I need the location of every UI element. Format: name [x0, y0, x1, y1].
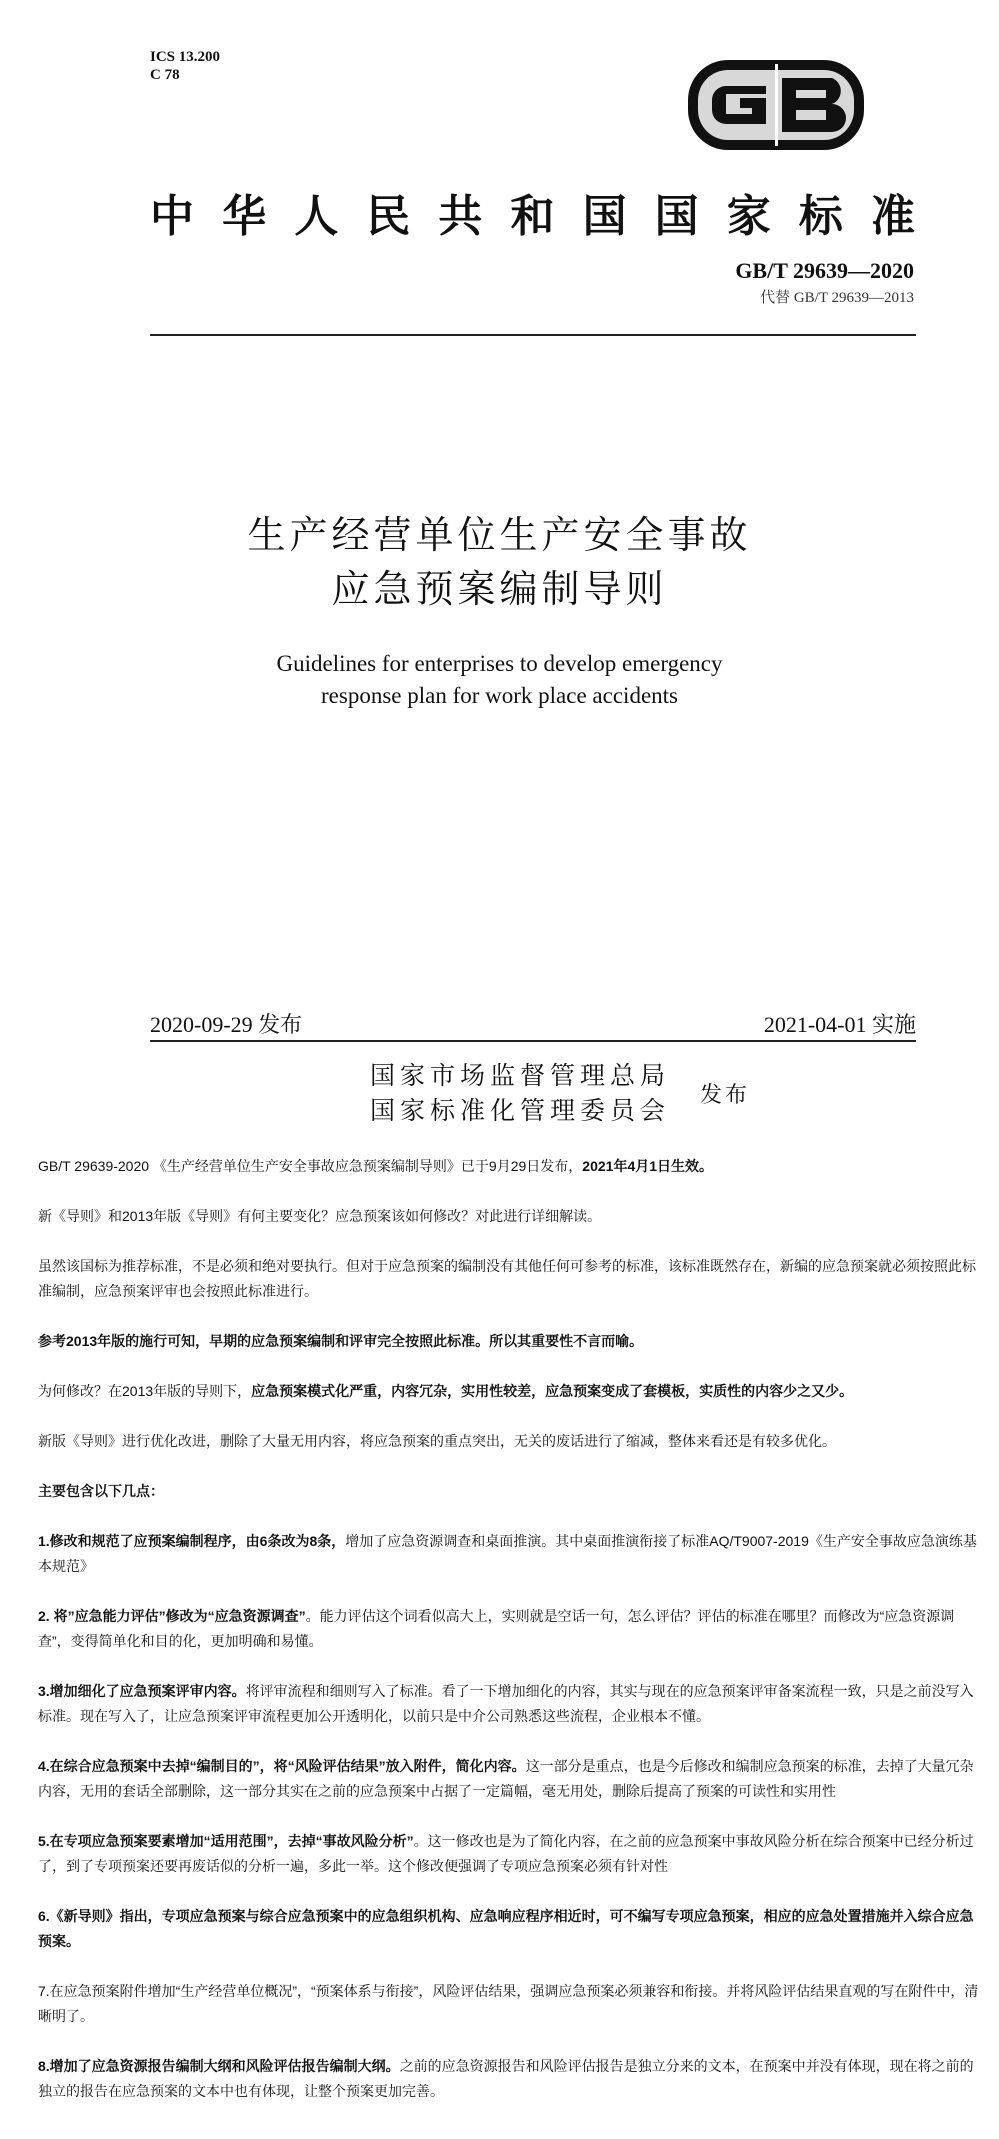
- ccs-code: C 78: [150, 67, 180, 83]
- title-char: 和: [510, 191, 555, 242]
- article-paragraph: [38, 1904, 982, 1954]
- title-cn-line: 生产经营单位生产安全事故: [247, 513, 752, 557]
- article-paragraph: [38, 1154, 982, 1179]
- bold-text: 3.增加细化了应急预案评审内容。: [38, 1683, 246, 1699]
- article-paragraph: [38, 1254, 982, 1304]
- bold-text: 4.在综合应急预案中去掉“编制目的”，将“风险评估结果”放入附件，简化内容。: [38, 1758, 526, 1774]
- bold-text: 主要包含以下几点：: [38, 1483, 164, 1499]
- article-paragraph: [38, 1529, 982, 1579]
- article-paragraph: [38, 1979, 982, 2029]
- article-paragraph: [38, 1429, 982, 1454]
- article-paragraph: [38, 1204, 982, 1229]
- text: 将评审流程和细则写入了标准。看了一下增加细化的内容，其实与现在的应急预案评审备案流程一致，只是之前没写入标准。现在写入了，让应急预案评审流程更加公开透明化，以前只是中介公司熟悉这些流程，企业根本不懂。: [38, 1683, 974, 1724]
- title-char: 共: [438, 191, 483, 242]
- dates-row: [150, 1008, 916, 1039]
- text: 为何修改？在2013年版的导则下，: [38, 1383, 252, 1399]
- dates-divider: [150, 1040, 916, 1042]
- effective-date: 2021-04-01 实施: [763, 1012, 916, 1037]
- document-title-cn: [0, 508, 999, 616]
- document-title-en: [0, 648, 999, 712]
- title-char: 家: [726, 191, 771, 242]
- article-paragraph: [38, 1829, 982, 1879]
- gb-logo: [686, 58, 866, 152]
- article-paragraph: [38, 2054, 982, 2104]
- article-paragraph: [38, 1754, 982, 1804]
- text: 增加了应急资源调查和桌面推演。其中桌面推演衔接了标准AQ/T9007-2019《生产安全事故应急演练基本规范》: [38, 1533, 977, 1574]
- title-char: 准: [870, 191, 915, 242]
- article-paragraph: [38, 1604, 982, 1654]
- issuer-samr: 国家市场监督管理总局: [370, 1061, 671, 1090]
- article-paragraph: [38, 1679, 982, 1729]
- title-char: 中: [150, 191, 194, 242]
- article-paragraph: [38, 1479, 982, 1504]
- title-char: 华: [222, 191, 267, 242]
- header-divider: [150, 334, 916, 336]
- standard-number: GB/T 29639—2020: [735, 258, 914, 283]
- text: GB/T 29639-2020 《生产经营单位生产安全事故应急预案编制导则》已于9月29日发布，: [38, 1158, 583, 1174]
- standard-number-block: [735, 258, 914, 307]
- text: 这一部分是重点，也是今后修改和编制应急预案的标准，去掉了大量冗杂内容，无用的套话全部删除，这一部分其实在之前的应急预案中占据了一定篇幅，毫无用处，删除后提高了预案的可读性和实用性: [38, 1758, 974, 1799]
- issuer-sac: 国家标准化管理委员会: [370, 1096, 671, 1125]
- title-en-line: response plan for work place accidents: [321, 683, 678, 708]
- text: 7.在应急预案附件增加“生产经营单位概况”，“预案体系与衔接”，风险评估结果，强调应急预案必须兼容和衔接。并将风险评估结果直观的写在附件中，清晰明了。: [38, 1983, 979, 2024]
- title-en-line: Guidelines for enterprises to develop emergency: [276, 651, 723, 676]
- bold-text: 参考2013年版的施行可知，早期的应急预案编制和评审完全按照此标准。所以其重要性不言而喻。: [38, 1333, 644, 1349]
- title-char: 国: [654, 191, 699, 242]
- national-standard-title: [150, 180, 915, 244]
- ics-code: ICS 13.200: [150, 49, 221, 65]
- bold-text: 6.《新导则》指出，专项应急预案与综合应急预案中的应急组织机构、应急响应程序相近时，可不编写专项应急预案，相应的应急处置措施并入综合应急预案。: [38, 1908, 974, 1949]
- text: 。这一修改也是为了简化内容，在之前的应急预案中事故风险分析在综合预案中已经分析过了，到了专项预案还要再废话似的分析一遍，多此一举。这个修改便强调了专项应急预案必须有针对性: [38, 1833, 974, 1874]
- bold-text: 1.修改和规范了应预案编制程序，由6条改为8条，: [38, 1533, 346, 1549]
- title-char: 民: [366, 191, 411, 242]
- bold-text: 2. 将”应急能力评估”修改为“应急资源调查”: [38, 1608, 306, 1624]
- title-cn-line: 应急预案编制导则: [331, 567, 668, 611]
- title-char: 国: [582, 191, 627, 242]
- title-char: 人: [294, 191, 339, 242]
- issue-date: 2020-09-29 发布: [150, 1012, 303, 1037]
- text: 。能力评估这个词看似高大上，实则就是空话一句，怎么评估？评估的标准在哪里？而修改为“应急资源调查”，变得简单化和目的化，更加明确和易懂。: [38, 1608, 955, 1649]
- issuers-block: [370, 1058, 750, 1128]
- article-paragraph: [38, 1329, 982, 1354]
- bold-text: 应急预案模式化严重，内容冗杂，实用性较差，应急预案变成了套模板，实质性的内容少之又少。: [251, 1383, 854, 1399]
- issued-label: 发布: [700, 1082, 751, 1108]
- title-char: 标: [798, 191, 843, 242]
- text: 虽然该国标为推荐标准，不是必须和绝对要执行。但对于应急预案的编制没有其他任何可参考的标准，该标准既然存在，新编的应急预案就必须按照此标准编制，应急预案评审也会按照此标准进行。: [38, 1258, 976, 1299]
- text: 之前的应急资源报告和风险评估报告是独立分来的文本，在预案中并没有体现，现在将之前的独立的报告在应急预案的文本中也有体现，让整个预案更加完善。: [38, 2058, 974, 2099]
- article-paragraph: [38, 1379, 982, 1404]
- bold-text: 5.在专项应急预案要素增加“适用范围”，去掉“事故风险分析”: [38, 1833, 414, 1849]
- text: 新《导则》和2013年版《导则》有何主要变化？应急预案该如何修改？对此进行详细解读。: [38, 1208, 602, 1224]
- replaces-standard: 代替 GB/T 29639—2013: [760, 290, 914, 306]
- bold-text: 8.增加了应急资源报告编制大纲和风险评估报告编制大纲。: [38, 2058, 400, 2074]
- classification-codes: [150, 48, 220, 84]
- article-body: [38, 1154, 982, 2129]
- text: 新版《导则》进行优化改进，删除了大量无用内容，将应急预案的重点突出，无关的废话进行了缩减，整体来看还是有较多优化。: [38, 1433, 836, 1449]
- bold-text: 2021年4月1日生效。: [582, 1158, 714, 1174]
